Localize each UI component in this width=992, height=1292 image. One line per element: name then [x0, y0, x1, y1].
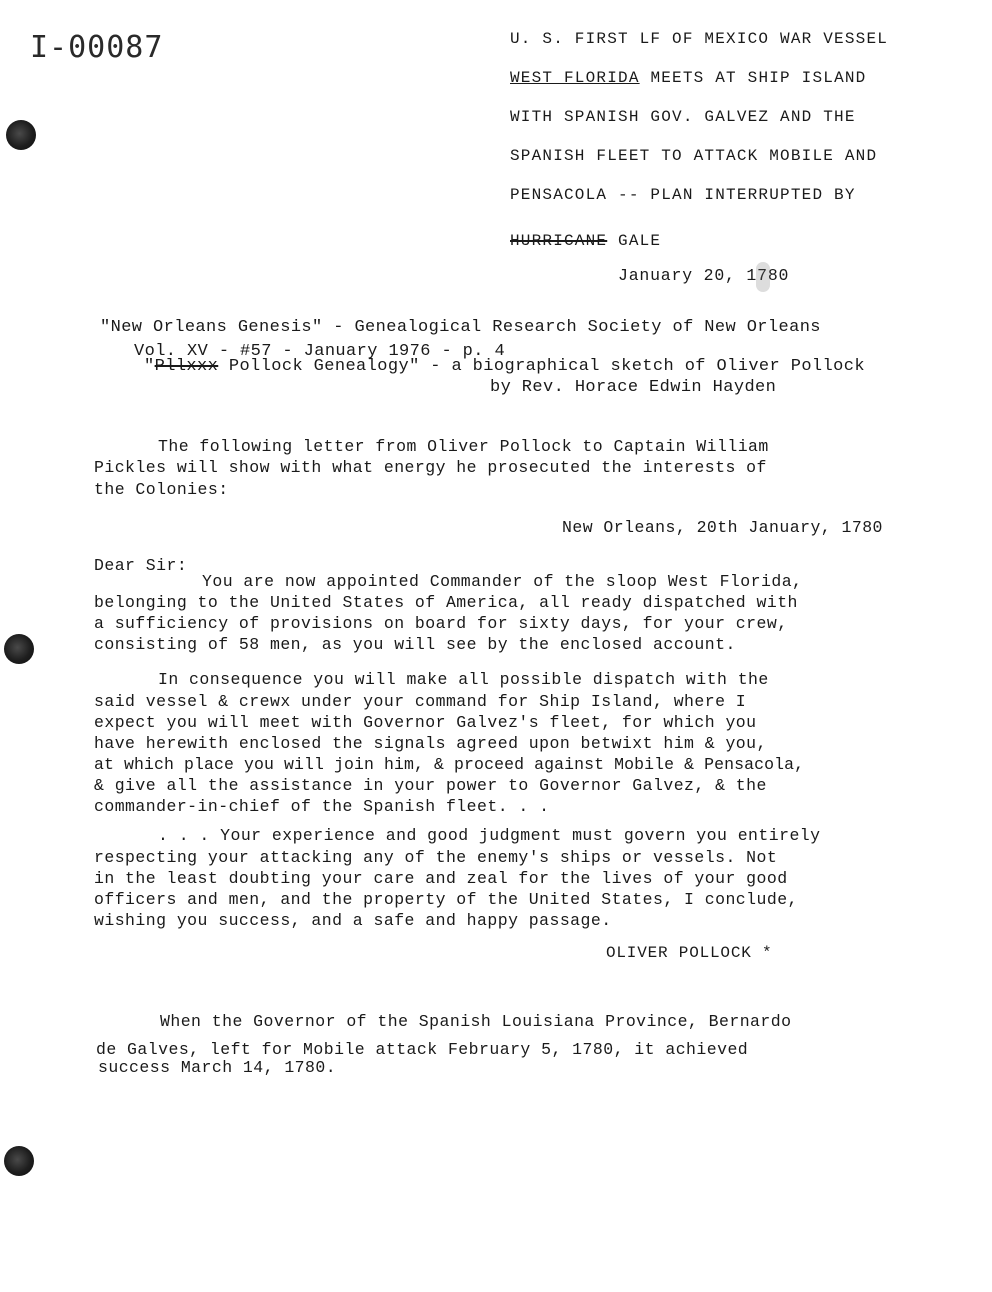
- closing-line-3: success March 14, 1780.: [98, 1058, 337, 1077]
- citation-line-4: by Rev. Horace Edwin Hayden: [490, 378, 777, 397]
- headline-line-3: WITH SPANISH GOV. GALVEZ AND THE: [510, 108, 856, 126]
- para1-line-2: belonging to the United States of America, all ready dispatched with: [94, 593, 798, 612]
- punch-hole-bottom: [4, 1146, 34, 1176]
- para2-line-7: commander-in-chief of the Spanish fleet. . .: [94, 797, 550, 816]
- para2-line-3: expect you will meet with Governor Galvez's fleet, for which you: [94, 713, 757, 732]
- vessel-name: WEST FLORIDA: [510, 69, 640, 87]
- para3-line-2: respecting your attacking any of the enemy's ships or vessels. Not: [94, 848, 778, 867]
- intro-line-1: The following letter from Oliver Pollock to Captain William: [158, 437, 769, 456]
- document-id: I-00087: [30, 30, 164, 65]
- headline-line-2-rest: MEETS AT SHIP ISLAND: [650, 69, 867, 87]
- para2-line-2: said vessel & crewx under your command for Ship Island, where I: [94, 692, 747, 711]
- ink-smudge: [756, 262, 770, 292]
- headline-line-2: [510, 69, 866, 87]
- citation-line-1: "New Orleans Genesis" - Genealogical Research Society of New Orleans: [100, 318, 821, 337]
- closing-line-2: de Galves, left for Mobile attack February 5, 1780, it achieved: [96, 1040, 749, 1059]
- closing-line-1: When the Governor of the Spanish Louisiana Province, Bernardo: [160, 1012, 792, 1031]
- citation-struck-word: Pllxxx: [154, 357, 219, 376]
- headline-line-6: [510, 232, 661, 250]
- para2-line-6: & give all the assistance in your power to Governor Galvez, & the: [94, 776, 767, 795]
- headline-last-word: GALE: [618, 232, 662, 250]
- headline-line-5: PENSACOLA -- PLAN INTERRUPTED BY: [510, 186, 856, 204]
- para1-line-4: consisting of 58 men, as you will see by the enclosed account.: [94, 635, 736, 654]
- struck-word: HURRICANE: [510, 232, 608, 250]
- punch-hole-middle: [4, 634, 34, 664]
- para3-line-4: officers and men, and the property of the United States, I conclude,: [94, 890, 798, 909]
- headline-line-1: U. S. FIRST LF OF MEXICO WAR VESSEL: [510, 30, 889, 48]
- citation-line-2: Vol. XV - #57 - January 1976 - p. 4: [134, 342, 506, 361]
- letter-place-date: New Orleans, 20th January, 1780: [562, 518, 883, 537]
- para1-line-3: a sufficiency of provisions on board for sixty days, for your crew,: [94, 614, 788, 633]
- citation-line-3: [144, 357, 865, 376]
- intro-line-2: Pickles will show with what energy he prosecuted the interests of: [94, 458, 767, 477]
- para2-line-5: at which place you will join him, & proceed against Mobile & Pensacola,: [94, 755, 805, 774]
- para3-line-1: . . . Your experience and good judgment must govern you entirely: [158, 826, 821, 845]
- letter-salutation: Dear Sir:: [94, 556, 188, 575]
- punch-hole-top: [6, 120, 36, 150]
- para1-line-1: You are now appointed Commander of the sloop West Florida,: [202, 572, 803, 591]
- para3-line-5: wishing you success, and a safe and happy passage.: [94, 911, 612, 930]
- intro-line-3: the Colonies:: [94, 480, 229, 499]
- para2-line-4: have herewith enclosed the signals agreed upon betwixt him & you,: [94, 734, 767, 753]
- headline-date: January 20, 1780: [618, 266, 790, 285]
- headline-line-4: SPANISH FLEET TO ATTACK MOBILE AND: [510, 147, 878, 165]
- letter-signature: OLIVER POLLOCK *: [606, 944, 773, 962]
- para2-line-1: In consequence you will make all possible dispatch with the: [158, 670, 769, 689]
- citation-open-quote: ": [144, 357, 155, 376]
- para3-line-3: in the least doubting your care and zeal for the lives of your good: [94, 869, 788, 888]
- citation-line-3-rest: Pollock Genealogy" - a biographical sketch of Oliver Pollock: [218, 357, 865, 376]
